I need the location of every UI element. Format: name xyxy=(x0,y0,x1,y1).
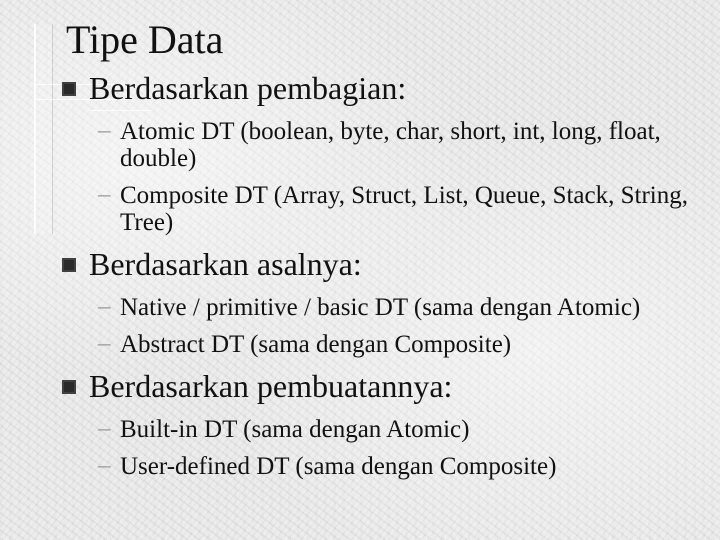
square-bullet-icon xyxy=(62,258,76,272)
dash-bullet-icon: – xyxy=(98,293,111,320)
dash-bullet-icon: – xyxy=(98,181,111,208)
sub-bullet xyxy=(60,182,710,236)
dash-bullet-icon: – xyxy=(98,330,111,357)
bullet-section-3 xyxy=(60,368,710,480)
level1-bullet xyxy=(60,70,710,106)
bullet-section-1 xyxy=(60,70,710,236)
sub-bullet-text: Native / primitive / basic DT (sama dengan Atomic) xyxy=(120,294,641,321)
decorative-vertical-bar xyxy=(34,24,53,234)
bullet-heading: Berdasarkan pembagian: xyxy=(89,70,407,106)
sub-bullet xyxy=(60,294,710,321)
dash-bullet-icon: – xyxy=(98,117,111,144)
square-bullet-icon xyxy=(62,82,76,96)
sub-bullet xyxy=(60,118,710,172)
square-bullet-icon xyxy=(62,380,76,394)
sub-bullet-list xyxy=(60,416,710,480)
sub-bullet-text: Composite DT (Array, Struct, List, Queue, Stack, String, Tree) xyxy=(120,182,688,236)
sub-bullet-list xyxy=(60,118,710,236)
sub-bullet-text: Atomic DT (boolean, byte, char, short, int, long, float, double) xyxy=(120,118,661,172)
sub-bullet-text: Abstract DT (sama dengan Composite) xyxy=(120,331,512,358)
dash-bullet-icon: – xyxy=(98,452,111,479)
bullet-heading: Berdasarkan pembuatannya: xyxy=(89,368,453,404)
sub-bullet xyxy=(60,331,710,358)
sub-bullet xyxy=(60,453,710,480)
bullet-section-2 xyxy=(60,246,710,358)
level1-bullet xyxy=(60,368,710,404)
sub-bullet-text: Built-in DT (sama dengan Atomic) xyxy=(120,416,470,443)
dash-bullet-icon: – xyxy=(98,415,111,442)
sub-bullet-text: User-defined DT (sama dengan Composite) xyxy=(120,453,557,480)
level1-bullet xyxy=(60,246,710,282)
slide-content xyxy=(60,70,710,490)
sub-bullet xyxy=(60,416,710,443)
sub-bullet-list xyxy=(60,294,710,358)
bullet-heading: Berdasarkan asalnya: xyxy=(89,246,362,282)
slide-title: Tipe Data xyxy=(66,17,224,62)
